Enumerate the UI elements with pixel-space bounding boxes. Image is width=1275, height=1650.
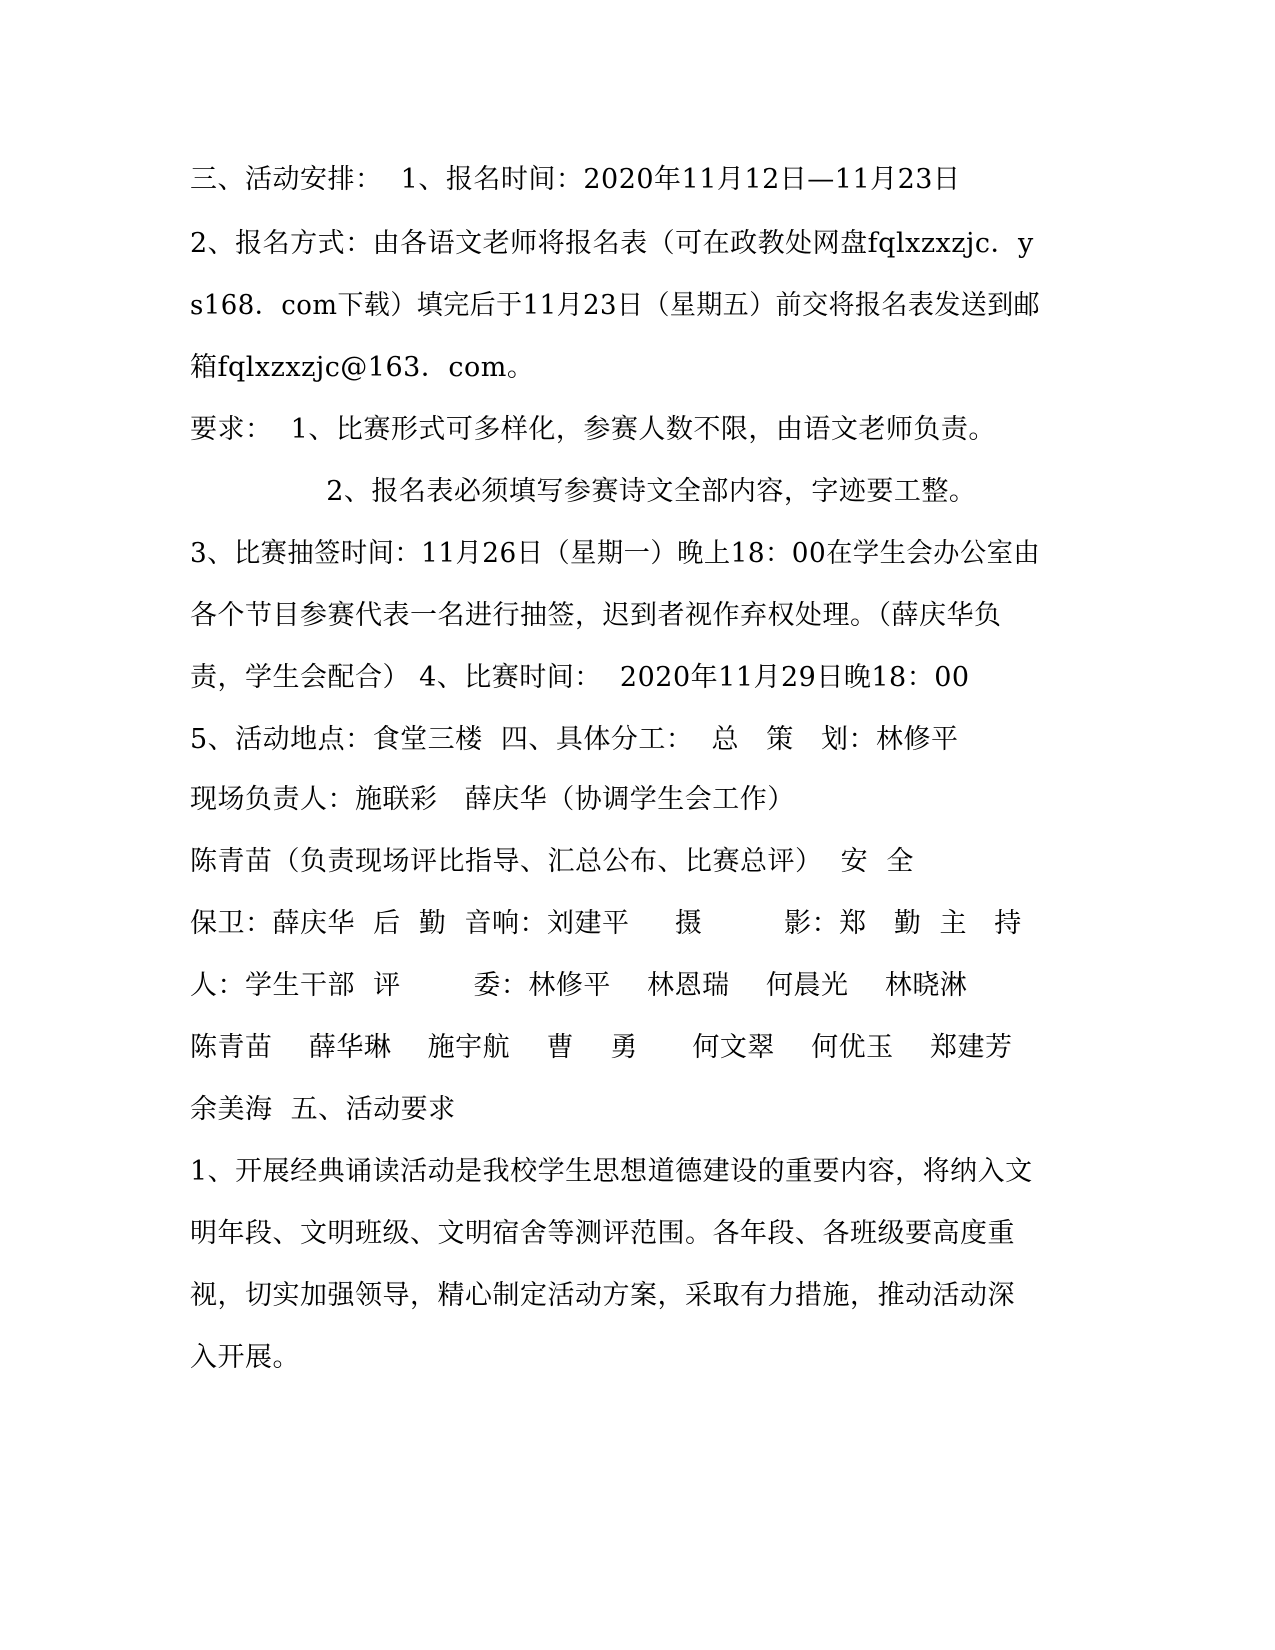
text-line: 2、报名方式：由各语文老师将报名表（可在政教处网盘fqlxzxzjc．y	[190, 228, 1034, 259]
text-line: 余美海 五、活动要求	[190, 1094, 456, 1125]
text-line: 陈青苗 薛华琳 施宇航 曹 勇 何文翠 何优玉 郑建芳	[190, 1032, 1013, 1063]
text-line: 1、开展经典诵读活动是我校学生思想道德建设的重要内容，将纳入文	[190, 1156, 1033, 1187]
text-line: 入开展。	[190, 1342, 300, 1373]
text-line: 箱fqlxzxzjc@163．com。	[190, 352, 535, 383]
text-line: 视，切实加强领导，精心制定活动方案，采取有力措施，推动活动深	[190, 1280, 1015, 1311]
text-line: 现场负责人：施联彩 薛庆华（协调学生会工作）	[190, 784, 795, 815]
text-line: 保卫：薛庆华 后 勤 音响：刘建平 摄 影：郑 勤 主 持	[190, 908, 1022, 939]
text-line: 责，学生会配合） 4、比赛时间： 2020年11月29日晚18：00	[190, 662, 970, 693]
text-line: 明年段、文明班级、文明宿舍等测评范围。各年段、各班级要高度重	[190, 1218, 1015, 1249]
text-line: s168．com下载）填完后于11月23日（星期五）前交将报名表发送到邮	[190, 290, 1041, 321]
text-line: 三、活动安排： 1、报名时间：2020年11月12日—11月23日	[190, 164, 961, 195]
text-line: 陈青苗（负责现场评比指导、汇总公布、比赛总评） 安 全	[190, 846, 914, 877]
text-line: 各个节目参赛代表一名进行抽签，迟到者视作弃权处理。（薛庆华负	[190, 600, 1002, 631]
text-line: 要求： 1、比赛形式可多样化，参赛人数不限，由语文老师负责。	[190, 414, 996, 445]
text-line: 3、比赛抽签时间：11月26日（星期一）晚上18：00在学生会办公室由	[190, 538, 1041, 569]
text-line: 人：学生干部 评 委：林修平 林恩瑞 何晨光 林晓淋	[190, 970, 968, 1001]
text-line: 2、报名表必须填写参赛诗文全部内容，字迹要工整。	[190, 476, 977, 507]
text-line: 5、活动地点：食堂三楼 四、具体分工： 总 策 划：林修平	[190, 724, 959, 755]
